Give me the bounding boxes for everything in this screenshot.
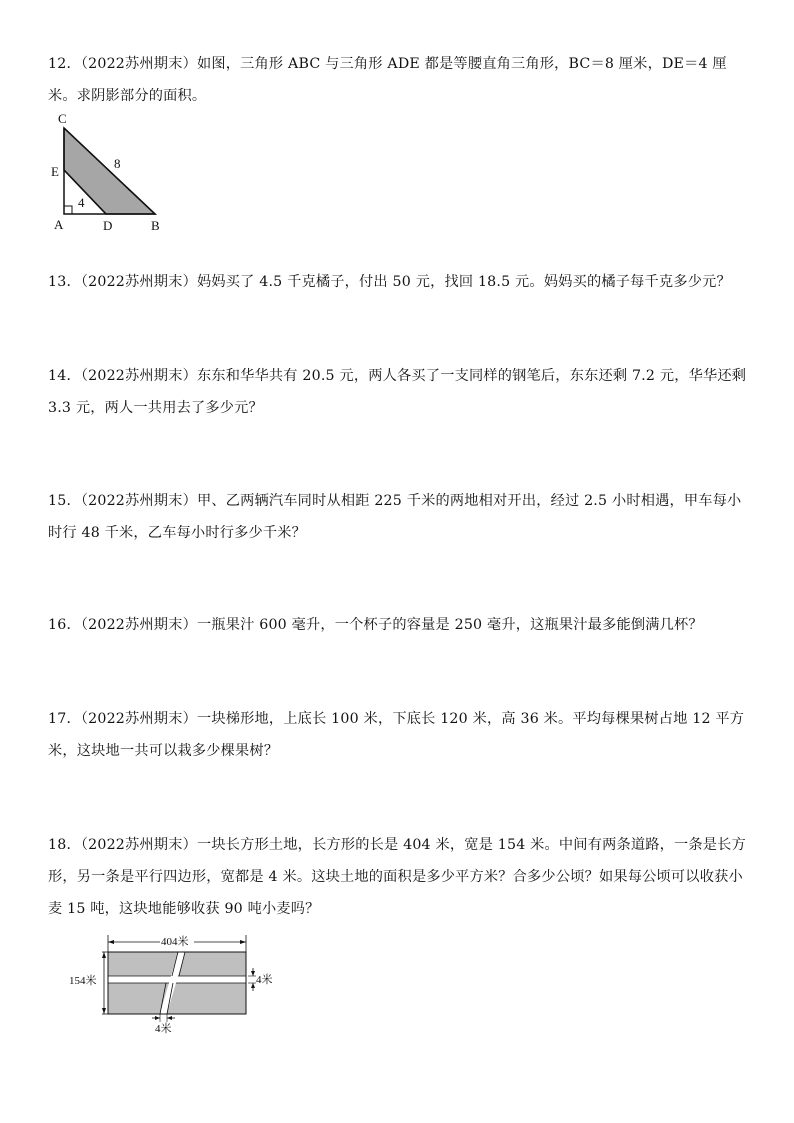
label-length: 404米 [161,936,189,948]
label-e: E [51,164,59,179]
question-17: 17．（2022苏州期末）一块梯形地，上底长 100 米，下底长 120 米，高 36 米。平均每棵果树占地 12 平方米，这块地一共可以栽多少棵果树？ [48,711,745,759]
label-d: D [103,218,113,233]
label-de-length: 4 [78,195,85,210]
label-a: A [54,217,64,232]
label-road-horizontal-width: 4米 [256,974,273,986]
question-13: 13．（2022苏州期末）妈妈买了 4.5 千克橘子，付出 50 元，找回 18.5 元。妈妈买的橘子每千克多少元？ [48,274,731,290]
triangle-figure [46,110,176,235]
label-c: C [58,111,67,126]
right-angle-mark [64,206,72,214]
rectangle-figure [64,930,284,1035]
question-14: 14．（2022苏州期末）东东和华华共有 20.5 元，两人各买了一支同样的钢笔后，东东还剩 7.2 元，华华还剩 3.3 元，两人一共用去了多少元？ [48,368,747,416]
label-road-parallelogram-width: 4米 [155,1023,172,1035]
label-bc-length: 8 [114,156,121,171]
question-15: 15．（2022苏州期末）甲、乙两辆汽车同时从相距 225 千米的两地相对开出，经过 2.5 小时相遇，甲车每小时行 48 千米，乙车每小时行多少千米？ [48,493,742,541]
label-width: 154米 [69,975,97,987]
question-16: 16．（2022苏州期末）一瓶果汁 600 毫升，一个杯子的容量是 250 毫升，这瓶果汁最多能倒满几杯？ [48,617,703,633]
label-b: B [151,218,160,233]
question-12: 12．（2022苏州期末）如图，三角形 ABC 与三角形 ADE 都是等腰直角三角形，BC＝8 厘米，DE＝4 厘米。求阴影部分的面积。 [48,56,727,104]
question-18: 18．（2022苏州期末）一块长方形土地，长方形的长是 404 米，宽是 154 米。中间有两条道路，一条是长方形，另一条是平行四边形，宽都是 4 米。这块土地的面积是多少平方米？合多少公顷？如果每公顷可以收获小麦 15 吨，这块地能够收获 90 吨小麦吗？ [48,837,746,917]
